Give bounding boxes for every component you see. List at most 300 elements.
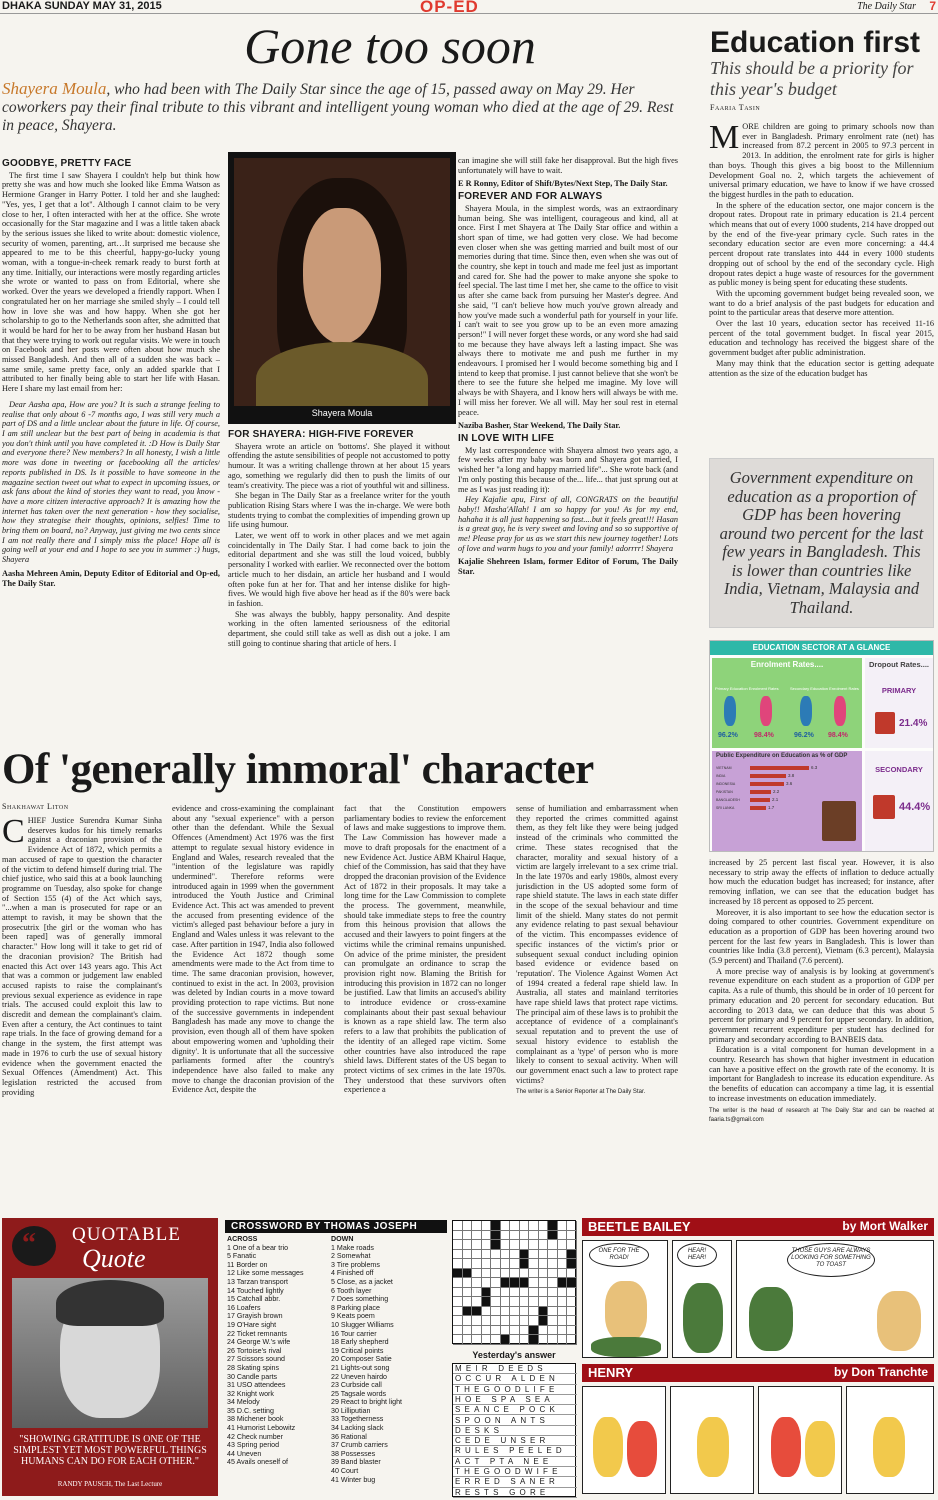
grid-cell[interactable]: [520, 1316, 530, 1326]
grid-cell[interactable]: [567, 1269, 577, 1279]
edu-column-top: [709, 122, 934, 447]
grid-cell[interactable]: [472, 1259, 482, 1269]
grid-cell: [463, 1269, 473, 1279]
across-clue: 24 George W.'s wife: [227, 1338, 291, 1347]
expenditure-title: Public Expenditure on Education as % of GDP: [716, 753, 848, 759]
grid-cell[interactable]: [463, 1316, 473, 1326]
grid-cell[interactable]: [482, 1269, 492, 1279]
grid-cell[interactable]: [567, 1288, 577, 1298]
grid-cell[interactable]: [482, 1231, 492, 1241]
grid-cell[interactable]: [453, 1231, 463, 1241]
grid-cell[interactable]: [510, 1326, 520, 1336]
grid-cell[interactable]: [501, 1259, 511, 1269]
grid-cell[interactable]: [539, 1231, 549, 1241]
comic-panel: [672, 1240, 732, 1358]
gone-paragraph: The first time I saw Shayera I couldn't help but think how pretty she was and how much she looked like Emma Watson as Hermione Granger in Harry Potter. I told her and she laughed: "Yes, yes, I get that a lot". Although I cannot claim to be very close to her, I often interacted with her at the office. She wrote occasionally for the Star magazine and I was a little taken aback by the serious issues she liked to write about: domestic violence, security of women, parenting, art…It surprised me because she appeared to me to be this cheerful, happy-go-lucky young woman, with a tongue-in-cheek remark ready to burst forth at any time. Initially, our interactions were mostly regarding articles she wrote or wanted to pass on from Editorial, where she worked. Over the years we developed a friendly rapport. When I congratulated her on her marriage she smiled shyly – I could tell how in love she was and how happy. When she got her scholarship to go to the Netherlands soon after, she admitted that it would be hard for her to be away from her husband Hasan but that they were trying to work out regular visits. We were in touch on Facebook and her posts were often about how much she missed Bangladesh. And then all of a sudden she was back – same smile, same pretty face, only an added sparkle that I attributed to her finally being able to start her life with Hasan. Here I share my last email from her:: [2, 170, 220, 394]
gone-column-1: [2, 156, 220, 721]
across-clue: 17 Grayish brown: [227, 1312, 283, 1321]
grid-cell: [501, 1335, 511, 1345]
grid-cell[interactable]: [491, 1335, 501, 1345]
across-clue: 34 Melody: [227, 1398, 260, 1407]
grid-cell[interactable]: [548, 1335, 558, 1345]
down-clue: 20 Composer Satie: [331, 1355, 392, 1364]
quotable-quote-box: [2, 1218, 218, 1496]
grid-cell[interactable]: [491, 1297, 501, 1307]
answer-row: ACT PTA NEE: [453, 1457, 577, 1467]
grid-cell[interactable]: [567, 1326, 577, 1336]
books-icon: [822, 801, 856, 841]
gone-subhead-2: FOR SHAYERA: HIGH-FIVE FOREVER: [228, 429, 414, 440]
answer-row: MEIR DEEDS: [453, 1364, 577, 1374]
quotable-title: QUOTABLE: [72, 1224, 181, 1245]
grid-cell: [482, 1288, 492, 1298]
grid-cell[interactable]: [482, 1316, 492, 1326]
down-clue: 33 Togetherness: [331, 1415, 384, 1424]
bar: [750, 790, 771, 794]
bar: [750, 806, 766, 810]
edu-paragraph: increased by 25 percent last fiscal year. However, it is also necessary to strip away the effects of inflation to deduce actually how much the education budget has increased; for instance, after removing inflation, we can see that the education budget has increased by 18 percent as opposed to 25 percent.: [709, 858, 934, 906]
bar-label: BANGLADESH: [716, 798, 740, 802]
grid-cell: [548, 1231, 558, 1241]
grid-cell: [529, 1326, 539, 1336]
school-icon: [875, 712, 895, 734]
crossword-grid[interactable]: [452, 1220, 576, 1344]
grid-cell[interactable]: [482, 1278, 492, 1288]
grid-cell[interactable]: [548, 1250, 558, 1260]
grid-cell[interactable]: [472, 1288, 482, 1298]
grid-cell: [539, 1307, 549, 1317]
bar-value: 2.2: [773, 789, 780, 794]
grid-cell[interactable]: [482, 1250, 492, 1260]
masthead: [0, 0, 938, 14]
section-name: OP-ED: [420, 0, 479, 16]
grid-cell[interactable]: [482, 1240, 492, 1250]
down-clue: 22 Uneven hairdo: [331, 1372, 388, 1381]
grid-cell[interactable]: [501, 1297, 511, 1307]
grid-cell[interactable]: [463, 1221, 473, 1231]
grid-cell[interactable]: [510, 1335, 520, 1345]
answer-row: DESKS: [453, 1426, 577, 1436]
gone-paragraph: She began in The Daily Star as a freelance writer for the youth publication Rising Stars where I was the in-charge. We were both students trying to combat the complexities of impending grown up life using humour.: [228, 491, 450, 530]
grid-cell[interactable]: [539, 1297, 549, 1307]
edu-paragraph: Over the last 10 years, education sector has received 11-16 percent of the total government budget. In fiscal year 2015, education and technology has received the biggest share of the government budget after public administration.: [709, 319, 934, 358]
bar-value: 1.7: [768, 805, 775, 810]
across-clue: 28 Skating spins: [227, 1363, 280, 1372]
grid-cell[interactable]: [548, 1297, 558, 1307]
enrolment-pct: 96.2%: [794, 732, 814, 739]
answer-row: ERRED SANER: [453, 1477, 577, 1487]
grid-cell[interactable]: [567, 1231, 577, 1241]
down-clue: 3 Tire problems: [331, 1260, 380, 1269]
gone-paragraph: Later, we went off to work in other places and we met again coincidentally in The Daily Star. I had come back to join the editorial department and she was still the loud voiced, bubbly personality I worked with earlier. We reconnected over the bottom article much to her disdain, an article her husband and I would often poke fun at her for. That and her intense dislike for high-fives. We would high five above her head as if the 80's were back in fashion.: [228, 531, 450, 608]
speech-bubble-icon: “: [12, 1226, 56, 1266]
grid-cell[interactable]: [491, 1250, 501, 1260]
grid-cell[interactable]: [453, 1326, 463, 1336]
grid-cell[interactable]: [520, 1231, 530, 1241]
down-clue: 7 Does something: [331, 1295, 389, 1304]
bar: [750, 774, 786, 778]
grid-cell[interactable]: [510, 1231, 520, 1241]
grid-cell[interactable]: [463, 1259, 473, 1269]
grid-cell[interactable]: [520, 1221, 530, 1231]
immoral-headline: Of 'generally immoral' character: [2, 746, 594, 793]
grid-cell[interactable]: [529, 1307, 539, 1317]
gone-subhead-1: GOODBYE, PRETTY FACE: [2, 158, 132, 169]
edu-byline: Faaria Tasin: [710, 103, 761, 112]
grid-cell[interactable]: [520, 1326, 530, 1336]
immoral-column-4: [516, 804, 678, 1194]
grid-cell[interactable]: [539, 1326, 549, 1336]
down-clue: 38 Possesses: [331, 1449, 376, 1458]
grid-cell[interactable]: [472, 1269, 482, 1279]
immoral-byline: Shakhawat Liton: [2, 802, 69, 811]
across-clue: 26 Tortoise's rival: [227, 1346, 282, 1355]
grid-cell[interactable]: [567, 1240, 577, 1250]
grid-cell[interactable]: [491, 1288, 501, 1298]
down-clue: 4 Finished off: [331, 1269, 374, 1278]
grid-cell[interactable]: [548, 1259, 558, 1269]
grid-cell[interactable]: [520, 1297, 530, 1307]
grid-cell[interactable]: [539, 1259, 549, 1269]
edu-dropcap: M: [709, 122, 740, 156]
gone-paragraph: Shayera Moula, in the simplest words, was an extraordinary human being. She was intelligent, courageous and kind, all at once. First I met Shayera at The Daily Star office and within a short span of time, we had gotten very close. We had become even closer when she was getting married and built most of our memories during that time. Since then, even when she was out of the country, she kept in touch and made me feel just as important and cared for. She had the power to make anyone she spoke to feel special. The last time I met her, she came to the office to visit us after she came back from pursuing her Master's degree. And she said, "I can't believe how much you've grown already and how you've made such a wonderful path for yourself in your life. I can't wait to see you grow up to be an even more amazing person!" I will never forget these words, or any word she had said to me because they have always left a lasting impact. She was always there to motivate me and push me further in my endeavours. I promised her I would become something big and I intend to keep that promise. I just cannot believe that she won't be there to see the future she helped me imagine. My love will always be with Shayera, and I know hers will always be with me. I will miss her forever. We all will. May her soul rest in eternal peace.: [458, 203, 678, 417]
grid-cell[interactable]: [539, 1335, 549, 1345]
grid-cell: [491, 1221, 501, 1231]
grid-cell[interactable]: [548, 1307, 558, 1317]
down-clue: 5 Close, as a jacket: [331, 1277, 393, 1286]
grid-cell[interactable]: [567, 1221, 577, 1231]
grid-cell[interactable]: [529, 1240, 539, 1250]
character-figure: [697, 1417, 729, 1477]
grid-cell[interactable]: [501, 1240, 511, 1250]
character-figure: [771, 1417, 801, 1477]
grid-cell[interactable]: [463, 1288, 473, 1298]
down-clue: 30 Lilliputian: [331, 1406, 371, 1415]
dropout-panel-primary: [865, 658, 933, 748]
grid-cell[interactable]: [510, 1240, 520, 1250]
henry-strip: [582, 1364, 934, 1498]
grid-cell[interactable]: [558, 1326, 568, 1336]
grid-cell[interactable]: [520, 1335, 530, 1345]
speech-balloon: ONE FOR THE ROAD!: [589, 1243, 649, 1267]
grid-cell[interactable]: [558, 1269, 568, 1279]
comic-panel: [582, 1386, 666, 1494]
bar-value: 2.1: [772, 797, 779, 802]
grid-cell[interactable]: [453, 1297, 463, 1307]
grid-cell[interactable]: [548, 1316, 558, 1326]
bar-label: INDONESIA: [716, 782, 736, 786]
grid-cell[interactable]: [482, 1221, 492, 1231]
down-clue: 41 Winter bug: [331, 1475, 376, 1484]
grid-cell[interactable]: [558, 1221, 568, 1231]
girl-icon: [760, 696, 772, 726]
grid-cell: [463, 1307, 473, 1317]
grid-cell[interactable]: [463, 1240, 473, 1250]
grid-cell[interactable]: [463, 1326, 473, 1336]
grid-cell[interactable]: [529, 1288, 539, 1298]
edition-date: DHAKA SUNDAY MAY 31, 2015: [2, 0, 162, 12]
grid-cell[interactable]: [548, 1269, 558, 1279]
immoral-paragraph: fact that the Constitution empowers parliamentary bodies to review the enforcement of laws and make suggestions to improve them. The Law Commission has however made a move to draft proposals for the enactment of a new Evidence Act. Justice ABM Khairul Haque, chief of the Commission, has said that they have dropped the draconian provision of the Evidence Act of 1872 in their proposals. It may take a long time for the Law Commission to complete the process. The government, meanwhile, should take immediate steps to free the country from this heinous provision that allows the accused and their lawyers to point fingers at the victims while the criminal remains unpunished. On advice of the prime minister, the president can promulgate an ordinance to scrap the provision right now. Blaming the British for introducing this provision in 1872 can no longer be justified. Law that limits an accused's ability to introduce evidence or cross-examine complainants about their past sexual behaviour is known as a rape shield law. The term also refers to a law that prohibits the publication of the identity of an alleged rape victim. Some other countries have also introduced the rape shield laws. Different states of the US began to protect victims of sex crimes in the late 1970s. They understood that these survivors often experience a: [344, 804, 506, 1095]
bar: [750, 766, 809, 770]
edu-paragraph: With the upcoming government budget being revealed soon, we want to do a brief analysis of the past budgets for education and point to the particular areas that deserve more attention.: [709, 288, 934, 318]
grid-cell[interactable]: [558, 1259, 568, 1269]
comic-panel: [670, 1386, 754, 1494]
grid-cell[interactable]: [510, 1221, 520, 1231]
grid-cell[interactable]: [482, 1307, 492, 1317]
grid-cell[interactable]: [539, 1240, 549, 1250]
grid-cell[interactable]: [491, 1269, 501, 1279]
grid-cell[interactable]: [453, 1250, 463, 1260]
grid-cell[interactable]: [482, 1259, 492, 1269]
grid-cell: [548, 1221, 558, 1231]
grid-cell[interactable]: [529, 1269, 539, 1279]
comic-panel: [758, 1386, 842, 1494]
gone-subhead-4: IN LOVE WITH LIFE: [458, 432, 555, 444]
grid-cell[interactable]: [501, 1269, 511, 1279]
grid-cell[interactable]: [510, 1307, 520, 1317]
grid-cell[interactable]: [491, 1307, 501, 1317]
grid-cell[interactable]: [472, 1278, 482, 1288]
grid-cell[interactable]: [510, 1297, 520, 1307]
bar-value: 3.8: [788, 773, 795, 778]
across-clue: 22 Ticket remnants: [227, 1329, 287, 1338]
grid-cell[interactable]: [472, 1326, 482, 1336]
down-clue: 37 Crumb carriers: [331, 1441, 388, 1450]
secondary-enrolment-label: Secondary Education Enrolment Rates: [790, 686, 859, 691]
gone-credit-1: Aasha Mehreen Amin, Deputy Editor of Editorial and Op-ed, The Daily Star.: [2, 568, 220, 588]
grid-cell: [539, 1316, 549, 1326]
across-clue: 43 Spring period: [227, 1441, 280, 1450]
grid-cell[interactable]: [453, 1316, 463, 1326]
grid-cell[interactable]: [472, 1240, 482, 1250]
gone-deck-name: Shayera Moula: [2, 79, 107, 98]
gone-letter-2: Hey Kajalie apu, First of all, CONGRATS on the beautiful baby!! Masha'Allah! I am so happy for you! As for my end, hahaha it is all just happening so fast....but it feels great!!! Hasan is a great guy, he is very sweet and loving and so so supportive of me! Please pray for us as we start this new journey together! Lots of love and warm hugs to you and your family! adorrrr! Shayera: [458, 495, 678, 553]
grid-cell: [558, 1278, 568, 1288]
grid-cell[interactable]: [491, 1259, 501, 1269]
down-clue: 18 Early shepherd: [331, 1338, 389, 1347]
down-clue: 10 Slugger Williams: [331, 1320, 394, 1329]
grid-cell[interactable]: [539, 1288, 549, 1298]
grid-cell[interactable]: [453, 1278, 463, 1288]
character-figure: [805, 1421, 835, 1477]
grid-cell[interactable]: [529, 1259, 539, 1269]
grid-cell: [491, 1231, 501, 1241]
photo-caption: Shayera Moula: [311, 408, 373, 418]
grid-cell[interactable]: [510, 1288, 520, 1298]
answer-row: SPOON ANTS: [453, 1416, 577, 1426]
down-clue: 2 Somewhat: [331, 1252, 371, 1261]
grid-cell[interactable]: [558, 1297, 568, 1307]
across-clue: 13 Tarzan transport: [227, 1277, 288, 1286]
bar: [750, 782, 784, 786]
grid-cell[interactable]: [453, 1288, 463, 1298]
grid-cell[interactable]: [453, 1240, 463, 1250]
down-clue: 1 Make roads: [331, 1243, 374, 1252]
grid-cell[interactable]: [520, 1288, 530, 1298]
grid-cell[interactable]: [453, 1259, 463, 1269]
grid-cell[interactable]: [567, 1297, 577, 1307]
immoral-column-2: [172, 804, 334, 1194]
grid-cell[interactable]: [548, 1240, 558, 1250]
grid-cell[interactable]: [510, 1269, 520, 1279]
edu-paragraph: Education is a vital component for human development in a country. Research has shown that higher investment in education can have a positive effect on the growth rate of the economy. It is important for Bangladesh to increase its education expenditure. As the benefits of education can accompany a time lag, it is essential to increase investments on education immediately.: [709, 1045, 934, 1103]
across-clue: 14 Touched lightly: [227, 1286, 284, 1295]
character-figure: [873, 1417, 905, 1477]
beetle-bailey-header: [582, 1218, 934, 1236]
enrolment-pct: 98.4%: [754, 732, 774, 739]
grid-cell[interactable]: [567, 1307, 577, 1317]
grid-cell[interactable]: [463, 1231, 473, 1241]
character-figure: [593, 1417, 623, 1477]
answer-row: RULES PEELED: [453, 1446, 577, 1456]
edu-paragraph: Many may think that the education sector is getting adequate attention as the size of the education budget has: [709, 358, 934, 378]
down-clue: 19 Critical points: [331, 1346, 384, 1355]
grid-cell[interactable]: [463, 1297, 473, 1307]
quote-author: RANDY PAUSCH, The Last Lecture: [57, 1480, 163, 1488]
character-figure: [683, 1283, 723, 1353]
gone-column-2: [228, 427, 450, 721]
grid-cell[interactable]: [548, 1288, 558, 1298]
grid-cell[interactable]: [567, 1335, 577, 1345]
grid-cell[interactable]: [501, 1231, 511, 1241]
grid-cell[interactable]: [558, 1307, 568, 1317]
grid-cell[interactable]: [472, 1316, 482, 1326]
grid-cell[interactable]: [529, 1221, 539, 1231]
grid-cell[interactable]: [453, 1335, 463, 1345]
grid-cell[interactable]: [558, 1335, 568, 1345]
gone-headline: Gone too soon: [244, 18, 536, 74]
girl-icon: [834, 696, 846, 726]
grid-cell[interactable]: [501, 1288, 511, 1298]
grid-cell[interactable]: [491, 1278, 501, 1288]
grid-cell[interactable]: [520, 1240, 530, 1250]
immoral-column-3: [344, 804, 506, 1194]
grid-cell[interactable]: [529, 1316, 539, 1326]
enrolment-pct: 98.4%: [828, 732, 848, 739]
across-clue: 32 Knight work: [227, 1389, 274, 1398]
grid-cell[interactable]: [472, 1297, 482, 1307]
across-clue: 15 Catchall abbr.: [227, 1295, 281, 1304]
immoral-paragraph: HIEF Justice Surendra Kumar Sinha deserves kudos for his timely remarks against a draconian provision of the Evidence Act of 1872, which permits a man accused of rape to question the character of the victim to defend himself during trial. The chief justice, who said this at a book launching programme on Tuesday, also spoke for change of Section 155 (4) of the Act which says, "...when a man is prosecuted for rape or an attempt to ravish, it may be shown that the prosecutrix [the girl or the woman who has been raped] was of generally immoral character." How long will it take to get rid of the draconian provision? The British had enacted this Act over 143 years ago. This Act that was a common or judgement law enabled accused rapists to raise the complainant's previous sexual experience as evidence in rape trials. The accused could exploit this law to discredit and demean the complainant's claim. Even after a century, the Act continues to taint rape trials. In the face of growing demand for a change in the system, the first attempt was made in 1976 to curb the use of sexual history evidence when the government enacted the Sexual Offences (Amendment) Act. This legislation restricted the accused from providing: [2, 816, 162, 1097]
across-clue: 44 Uneven: [227, 1449, 262, 1458]
gone-deck: [2, 80, 682, 135]
character-figure: [627, 1421, 657, 1477]
immoral-writer-note: The writer is a Senior Reporter at The Daily Star.: [516, 1089, 646, 1096]
answer-row: THEGOODLIFE: [453, 1385, 577, 1395]
comic-panel: [582, 1240, 668, 1358]
paper-name: The Daily Star: [857, 1, 916, 12]
grid-cell[interactable]: [491, 1316, 501, 1326]
edu-writer-note: The writer is the head of research at The Daily Star and can be reached at faaria.ts@gmail.com: [709, 1107, 934, 1124]
across-clue: 31 USO attendees: [227, 1381, 286, 1390]
boy-icon: [724, 696, 736, 726]
across-heading: ACROSS: [227, 1235, 258, 1243]
grid-cell[interactable]: [453, 1221, 463, 1231]
gone-paragraph: My last correspondence with Shayera almost two years ago, a few weeks after my baby was born and Shayera got married, I wished her "a long and happy married life"... She wrote back (and I'm only posting this because of the... life... that just sprung out at me as I was just reading it):: [458, 445, 678, 494]
bar-label: INDIA: [716, 774, 726, 778]
gone-subhead-3: FOREVER AND FOR ALWAYS: [458, 191, 603, 203]
across-clue: 35 D.C. setting: [227, 1406, 274, 1415]
speech-balloon: THOSE GUYS ARE ALWAYS LOOKING FOR SOMETHING TO TOAST: [787, 1243, 875, 1277]
grid-cell[interactable]: [501, 1250, 511, 1260]
grid-cell[interactable]: [472, 1335, 482, 1345]
grid-cell[interactable]: [501, 1221, 511, 1231]
grid-cell[interactable]: [501, 1316, 511, 1326]
grid-cell[interactable]: [548, 1278, 558, 1288]
grid-cell[interactable]: [529, 1297, 539, 1307]
edu-paragraph: Moreover, it is also important to see how the education sector is doing compared to other countries. Government expenditure on education as a proportion of GDP has been hovering around two percent for the last few years in Bangladesh. This is lower than countries like India (3.8 percent), Vietnam (6.3 percent), Malaysia (5.9 percent) and Thailand (7.6 percent).: [709, 907, 934, 966]
grid-cell[interactable]: [491, 1326, 501, 1336]
grid-cell[interactable]: [558, 1240, 568, 1250]
grid-cell[interactable]: [510, 1259, 520, 1269]
down-clue: 8 Parking place: [331, 1303, 380, 1312]
gone-credit-4: Kajalie Shehreen Islam, former Editor of Forum, The Daily Star.: [458, 557, 678, 577]
grid-cell[interactable]: [463, 1335, 473, 1345]
grid-cell[interactable]: [501, 1326, 511, 1336]
answer-row: CEDE UNSER: [453, 1436, 577, 1446]
dropout-title: Dropout Rates....: [868, 660, 929, 669]
gone-deck-text: , who had been with The Daily Star since the age of 15, passed away on May 29. Her coworkers pay their final tribute to this vibrant and intelligent young woman who died at the age of 29. Rest in peace, Shayera.: [2, 81, 674, 134]
down-heading: DOWN: [331, 1235, 354, 1243]
grid-cell[interactable]: [501, 1307, 511, 1317]
primary-enrolment-label: Primary Education Enrolment Rates: [715, 686, 779, 691]
dropout-panel-secondary: [865, 751, 933, 851]
grid-cell[interactable]: [539, 1269, 549, 1279]
grid-cell[interactable]: [558, 1231, 568, 1241]
grid-cell: [501, 1278, 511, 1288]
enrolment-panel: [712, 658, 862, 748]
grid-cell[interactable]: [463, 1250, 473, 1260]
grid-cell: [520, 1259, 530, 1269]
grid-cell[interactable]: [453, 1307, 463, 1317]
down-clue: 25 Tagsale words: [331, 1389, 387, 1398]
across-clue: 12 Like some messages: [227, 1269, 304, 1278]
grid-cell[interactable]: [472, 1221, 482, 1231]
edu-pullquote: Government expenditure on education as a proportion of GDP has been hovering around two percent for the last few years in Bangladesh. This is lower than countries like India, Vietnam, Malaysia and Thailand.: [709, 458, 934, 628]
across-clue: 45 Avails oneself of: [227, 1458, 288, 1467]
grid-cell[interactable]: [520, 1307, 530, 1317]
bar-value: 3.6: [786, 781, 793, 786]
answer-row: HOE SPA SEA: [453, 1395, 577, 1405]
henry-author: by Don Tranchte: [833, 1365, 928, 1379]
grid-cell[interactable]: [539, 1250, 549, 1260]
grid-cell[interactable]: [510, 1250, 520, 1260]
gone-credit-3: Naziba Basher, Star Weekend, The Daily Star.: [458, 421, 621, 431]
grid-cell[interactable]: [529, 1231, 539, 1241]
grid-cell[interactable]: [539, 1221, 549, 1231]
grid-cell[interactable]: [510, 1316, 520, 1326]
grid-cell[interactable]: [558, 1316, 568, 1326]
grid-cell[interactable]: [472, 1231, 482, 1241]
grid-cell[interactable]: [520, 1269, 530, 1279]
grid-cell[interactable]: [463, 1278, 473, 1288]
bar-label: VIETNAM: [716, 766, 732, 770]
grid-cell[interactable]: [529, 1250, 539, 1260]
grid-cell[interactable]: [548, 1326, 558, 1336]
grid-cell[interactable]: [539, 1278, 549, 1288]
crossword-title: CROSSWORD BY THOMAS JOSEPH: [225, 1220, 447, 1233]
grid-cell[interactable]: [567, 1316, 577, 1326]
immoral-dropcap: C: [2, 816, 25, 850]
grid-cell[interactable]: [529, 1278, 539, 1288]
grid-cell[interactable]: [482, 1326, 492, 1336]
down-clue: 40 Court: [331, 1467, 359, 1476]
grid-cell[interactable]: [558, 1288, 568, 1298]
grid-cell[interactable]: [472, 1250, 482, 1260]
grid-cell[interactable]: [482, 1335, 492, 1345]
grid-cell[interactable]: [558, 1250, 568, 1260]
